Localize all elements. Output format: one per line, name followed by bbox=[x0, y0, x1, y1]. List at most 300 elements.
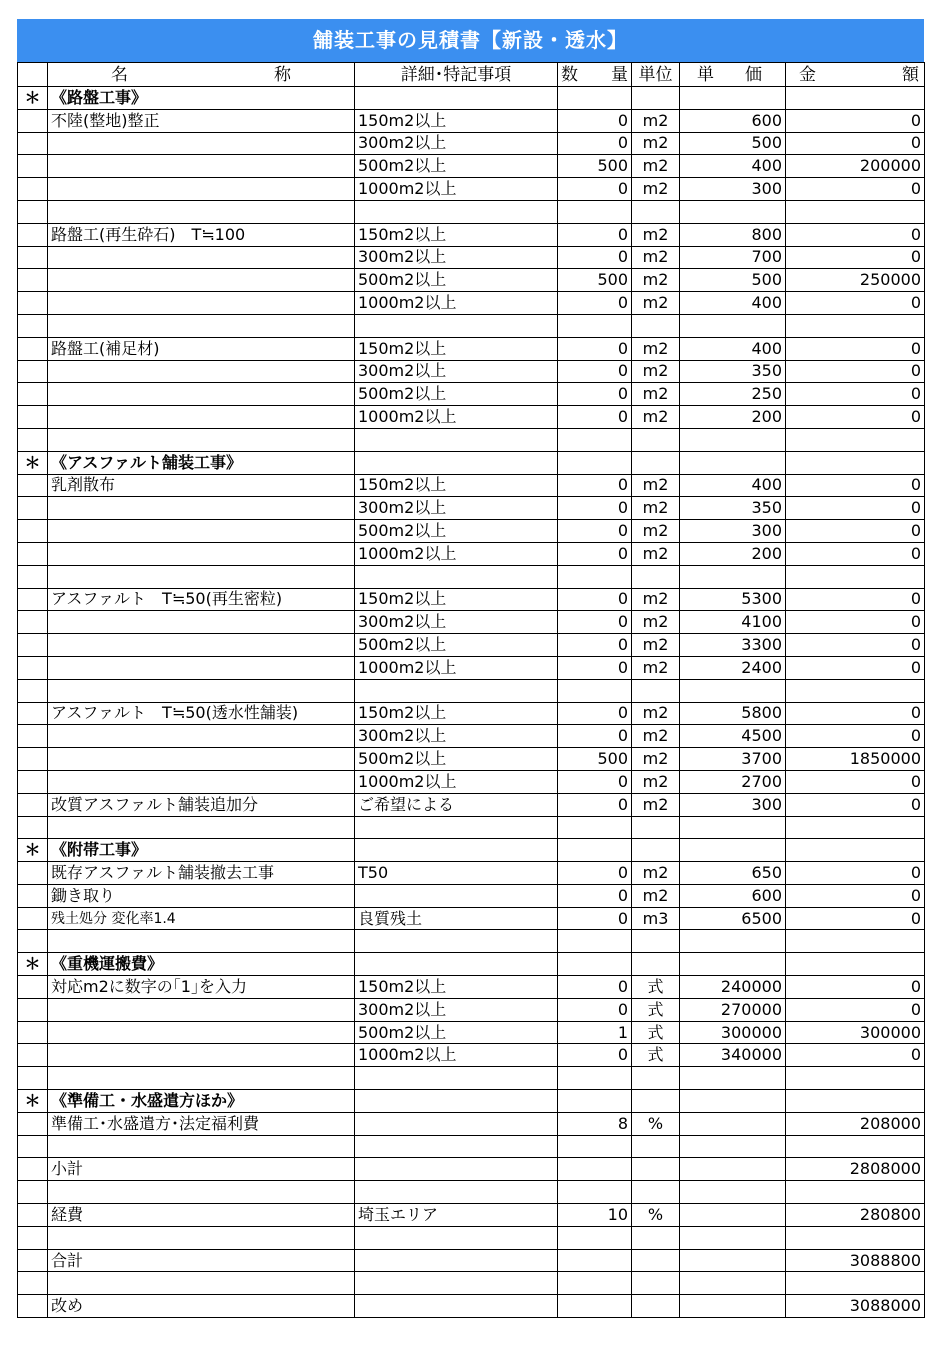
unit-cell: 式 bbox=[632, 1021, 680, 1044]
price-cell: 4500 bbox=[680, 725, 786, 748]
qty-cell: 0 bbox=[558, 178, 632, 201]
name-cell: 準備工･水盛遣方･法定福利費 bbox=[48, 1112, 355, 1135]
mark-cell bbox=[18, 1272, 48, 1295]
mark-cell bbox=[18, 474, 48, 497]
name-cell bbox=[48, 360, 355, 383]
name-cell bbox=[48, 1226, 355, 1249]
name-cell bbox=[48, 200, 355, 223]
table-row bbox=[18, 998, 925, 1021]
mark-cell bbox=[18, 1044, 48, 1067]
qty-cell bbox=[558, 565, 632, 588]
mark-cell bbox=[18, 1067, 48, 1090]
qty-cell bbox=[558, 1249, 632, 1272]
mark-cell bbox=[18, 109, 48, 132]
price-cell: 5300 bbox=[680, 588, 786, 611]
price-cell bbox=[680, 1181, 786, 1204]
unit-cell: m2 bbox=[632, 520, 680, 543]
qty-cell: 0 bbox=[558, 109, 632, 132]
name-cell bbox=[48, 314, 355, 337]
qty-cell: 0 bbox=[558, 360, 632, 383]
amount-cell bbox=[786, 1135, 925, 1158]
qty-cell: 0 bbox=[558, 474, 632, 497]
unit-cell: m2 bbox=[632, 109, 680, 132]
name-cell: 《路盤工事》 bbox=[48, 87, 355, 110]
unit-cell: m2 bbox=[632, 292, 680, 315]
name-cell bbox=[48, 383, 355, 406]
name-cell bbox=[48, 725, 355, 748]
table-row bbox=[18, 337, 925, 360]
mark-cell bbox=[18, 656, 48, 679]
page-title: 舗装工事の見積書【新設・透水】 bbox=[17, 19, 924, 62]
mark-cell bbox=[18, 976, 48, 999]
detail-cell: 500m2以上 bbox=[355, 634, 558, 657]
detail-cell: 500m2以上 bbox=[355, 155, 558, 178]
section-header-row bbox=[18, 87, 925, 110]
table-row bbox=[18, 770, 925, 793]
price-cell: 5800 bbox=[680, 702, 786, 725]
mark-cell bbox=[18, 406, 48, 429]
amount-cell bbox=[786, 839, 925, 862]
unit-cell: m2 bbox=[632, 793, 680, 816]
qty-cell: 0 bbox=[558, 223, 632, 246]
table-row bbox=[18, 1135, 925, 1158]
mark-cell: ＊ bbox=[18, 87, 48, 110]
detail-cell bbox=[355, 1158, 558, 1181]
name-cell: 合計 bbox=[48, 1249, 355, 1272]
table-row bbox=[18, 725, 925, 748]
header-amount bbox=[786, 63, 925, 87]
price-cell: 270000 bbox=[680, 998, 786, 1021]
qty-cell: 0 bbox=[558, 406, 632, 429]
mark-cell bbox=[18, 428, 48, 451]
price-cell: 300 bbox=[680, 178, 786, 201]
detail-cell bbox=[355, 1135, 558, 1158]
price-cell: 2700 bbox=[680, 770, 786, 793]
mark-cell bbox=[18, 155, 48, 178]
detail-cell bbox=[355, 1295, 558, 1318]
table-row bbox=[18, 679, 925, 702]
header-qty-right: 量 bbox=[611, 64, 628, 85]
detail-cell: 300m2以上 bbox=[355, 360, 558, 383]
header-name-left: 名 bbox=[111, 64, 128, 85]
amount-cell: 0 bbox=[786, 337, 925, 360]
unit-cell bbox=[632, 1249, 680, 1272]
table-row bbox=[18, 474, 925, 497]
price-cell bbox=[680, 1067, 786, 1090]
mark-cell bbox=[18, 132, 48, 155]
name-cell bbox=[48, 1135, 355, 1158]
name-cell: 《アスファルト舗装工事》 bbox=[48, 451, 355, 474]
detail-cell bbox=[355, 930, 558, 953]
table-row bbox=[18, 1204, 925, 1227]
table-row bbox=[18, 611, 925, 634]
name-cell: 小計 bbox=[48, 1158, 355, 1181]
amount-cell: 3088000 bbox=[786, 1295, 925, 1318]
amount-cell: 0 bbox=[786, 542, 925, 565]
unit-cell: m2 bbox=[632, 862, 680, 885]
name-cell bbox=[48, 611, 355, 634]
mark-cell bbox=[18, 292, 48, 315]
mark-cell bbox=[18, 634, 48, 657]
header-detail: 詳細･特記事項 bbox=[355, 63, 558, 87]
qty-cell: 0 bbox=[558, 907, 632, 930]
qty-cell: 0 bbox=[558, 1044, 632, 1067]
table-row bbox=[18, 862, 925, 885]
detail-cell bbox=[355, 1181, 558, 1204]
unit-cell: % bbox=[632, 1204, 680, 1227]
mark-cell bbox=[18, 611, 48, 634]
price-cell: 600 bbox=[680, 884, 786, 907]
amount-cell bbox=[786, 200, 925, 223]
mark-cell bbox=[18, 200, 48, 223]
unit-cell: m2 bbox=[632, 611, 680, 634]
mark-cell bbox=[18, 337, 48, 360]
detail-cell bbox=[355, 1226, 558, 1249]
price-cell: 400 bbox=[680, 155, 786, 178]
detail-cell bbox=[355, 1090, 558, 1113]
unit-cell bbox=[632, 1090, 680, 1113]
table-row bbox=[18, 976, 925, 999]
mark-cell: ＊ bbox=[18, 1090, 48, 1113]
mark-cell bbox=[18, 770, 48, 793]
amount-cell: 0 bbox=[786, 907, 925, 930]
unit-cell: m2 bbox=[632, 588, 680, 611]
name-cell bbox=[48, 292, 355, 315]
name-cell: 残土処分 変化率1.4 bbox=[48, 907, 355, 930]
table-row bbox=[18, 656, 925, 679]
name-cell bbox=[48, 246, 355, 269]
unit-cell: 式 bbox=[632, 976, 680, 999]
amount-cell: 0 bbox=[786, 770, 925, 793]
mark-cell bbox=[18, 178, 48, 201]
detail-cell bbox=[355, 1067, 558, 1090]
detail-cell: 150m2以上 bbox=[355, 588, 558, 611]
unit-cell: m2 bbox=[632, 884, 680, 907]
qty-cell: 0 bbox=[558, 725, 632, 748]
amount-cell: 0 bbox=[786, 520, 925, 543]
table-row bbox=[18, 1158, 925, 1181]
table-row bbox=[18, 1044, 925, 1067]
amount-cell bbox=[786, 953, 925, 976]
name-cell bbox=[48, 1067, 355, 1090]
amount-cell: 280800 bbox=[786, 1204, 925, 1227]
name-cell bbox=[48, 679, 355, 702]
detail-cell: ご希望による bbox=[355, 793, 558, 816]
qty-cell bbox=[558, 1090, 632, 1113]
amount-cell: 0 bbox=[786, 132, 925, 155]
amount-cell: 0 bbox=[786, 862, 925, 885]
unit-cell: m2 bbox=[632, 770, 680, 793]
qty-cell bbox=[558, 1067, 632, 1090]
price-cell bbox=[680, 87, 786, 110]
amount-cell: 0 bbox=[786, 1044, 925, 1067]
header-amount-right: 額 bbox=[902, 64, 919, 85]
amount-cell: 0 bbox=[786, 292, 925, 315]
unit-cell: % bbox=[632, 1112, 680, 1135]
amount-cell: 0 bbox=[786, 497, 925, 520]
mark-cell bbox=[18, 497, 48, 520]
qty-cell: 0 bbox=[558, 132, 632, 155]
amount-cell bbox=[786, 428, 925, 451]
detail-cell: 1000m2以上 bbox=[355, 656, 558, 679]
table-row bbox=[18, 930, 925, 953]
header-price bbox=[680, 63, 786, 87]
unit-cell bbox=[632, 1272, 680, 1295]
table-row bbox=[18, 246, 925, 269]
amount-cell: 2808000 bbox=[786, 1158, 925, 1181]
table-row bbox=[18, 702, 925, 725]
qty-cell: 0 bbox=[558, 770, 632, 793]
detail-cell: 150m2以上 bbox=[355, 223, 558, 246]
amount-cell: 0 bbox=[786, 178, 925, 201]
unit-cell bbox=[632, 1295, 680, 1318]
amount-cell bbox=[786, 816, 925, 839]
unit-cell: m2 bbox=[632, 337, 680, 360]
name-cell bbox=[48, 132, 355, 155]
qty-cell: 500 bbox=[558, 269, 632, 292]
qty-cell: 0 bbox=[558, 246, 632, 269]
detail-cell: 1000m2以上 bbox=[355, 1044, 558, 1067]
mark-cell bbox=[18, 588, 48, 611]
qty-cell bbox=[558, 1158, 632, 1181]
amount-cell: 0 bbox=[786, 588, 925, 611]
table-row bbox=[18, 816, 925, 839]
mark-cell bbox=[18, 223, 48, 246]
name-cell bbox=[48, 542, 355, 565]
qty-cell: 0 bbox=[558, 702, 632, 725]
unit-cell: m2 bbox=[632, 178, 680, 201]
mark-cell bbox=[18, 360, 48, 383]
qty-cell: 0 bbox=[558, 611, 632, 634]
section-header-row bbox=[18, 451, 925, 474]
mark-cell bbox=[18, 816, 48, 839]
unit-cell: 式 bbox=[632, 1044, 680, 1067]
mark-cell bbox=[18, 907, 48, 930]
name-cell: 改質アスファルト舗装追加分 bbox=[48, 793, 355, 816]
unit-cell: 式 bbox=[632, 998, 680, 1021]
name-cell bbox=[48, 1181, 355, 1204]
table-row bbox=[18, 314, 925, 337]
detail-cell: 1000m2以上 bbox=[355, 178, 558, 201]
price-cell: 240000 bbox=[680, 976, 786, 999]
mark-cell bbox=[18, 542, 48, 565]
price-cell: 6500 bbox=[680, 907, 786, 930]
name-cell bbox=[48, 178, 355, 201]
amount-cell: 208000 bbox=[786, 1112, 925, 1135]
price-cell bbox=[680, 1272, 786, 1295]
amount-cell: 0 bbox=[786, 656, 925, 679]
detail-cell: T50 bbox=[355, 862, 558, 885]
detail-cell: 150m2以上 bbox=[355, 337, 558, 360]
price-cell bbox=[680, 200, 786, 223]
amount-cell bbox=[786, 679, 925, 702]
mark-cell bbox=[18, 520, 48, 543]
mark-cell bbox=[18, 1226, 48, 1249]
qty-cell: 0 bbox=[558, 976, 632, 999]
price-cell: 3300 bbox=[680, 634, 786, 657]
name-cell: アスファルト T≒50(再生密粒) bbox=[48, 588, 355, 611]
qty-cell bbox=[558, 87, 632, 110]
table-row bbox=[18, 634, 925, 657]
mark-cell: ＊ bbox=[18, 953, 48, 976]
header-price-left: 単 bbox=[697, 64, 714, 85]
amount-cell: 200000 bbox=[786, 155, 925, 178]
unit-cell bbox=[632, 565, 680, 588]
header-price-right: 価 bbox=[745, 64, 762, 85]
unit-cell: m2 bbox=[632, 497, 680, 520]
mark-cell bbox=[18, 793, 48, 816]
amount-cell: 0 bbox=[786, 793, 925, 816]
name-cell: アスファルト T≒50(透水性舗装) bbox=[48, 702, 355, 725]
price-cell: 400 bbox=[680, 474, 786, 497]
header-name-right: 称 bbox=[274, 64, 291, 85]
price-cell bbox=[680, 953, 786, 976]
price-cell bbox=[680, 428, 786, 451]
table-row bbox=[18, 520, 925, 543]
qty-cell bbox=[558, 679, 632, 702]
detail-cell bbox=[355, 816, 558, 839]
amount-cell: 0 bbox=[786, 998, 925, 1021]
amount-cell: 300000 bbox=[786, 1021, 925, 1044]
price-cell: 4100 bbox=[680, 611, 786, 634]
amount-cell: 0 bbox=[786, 109, 925, 132]
name-cell bbox=[48, 656, 355, 679]
unit-cell bbox=[632, 314, 680, 337]
qty-cell bbox=[558, 1135, 632, 1158]
price-cell: 400 bbox=[680, 292, 786, 315]
mark-cell bbox=[18, 1295, 48, 1318]
amount-cell bbox=[786, 1067, 925, 1090]
qty-cell bbox=[558, 1272, 632, 1295]
unit-cell: m2 bbox=[632, 155, 680, 178]
unit-cell bbox=[632, 1067, 680, 1090]
price-cell bbox=[680, 565, 786, 588]
name-cell bbox=[48, 1272, 355, 1295]
name-cell: 《準備工・水盛遣方ほか》 bbox=[48, 1090, 355, 1113]
header-qty bbox=[558, 63, 632, 87]
qty-cell: 0 bbox=[558, 292, 632, 315]
qty-cell bbox=[558, 1295, 632, 1318]
qty-cell: 0 bbox=[558, 793, 632, 816]
price-cell: 600 bbox=[680, 109, 786, 132]
price-cell bbox=[680, 1295, 786, 1318]
name-cell bbox=[48, 428, 355, 451]
name-cell bbox=[48, 269, 355, 292]
amount-cell bbox=[786, 1181, 925, 1204]
mark-cell bbox=[18, 1181, 48, 1204]
price-cell: 500 bbox=[680, 269, 786, 292]
name-cell bbox=[48, 770, 355, 793]
detail-cell bbox=[355, 87, 558, 110]
detail-cell bbox=[355, 884, 558, 907]
table-row bbox=[18, 1112, 925, 1135]
table-row bbox=[18, 542, 925, 565]
detail-cell: 1000m2以上 bbox=[355, 770, 558, 793]
amount-cell bbox=[786, 1272, 925, 1295]
header-amount-left: 金 bbox=[799, 64, 816, 85]
qty-cell bbox=[558, 1181, 632, 1204]
table-row bbox=[18, 200, 925, 223]
price-cell: 400 bbox=[680, 337, 786, 360]
price-cell bbox=[680, 839, 786, 862]
price-cell: 800 bbox=[680, 223, 786, 246]
unit-cell: m2 bbox=[632, 656, 680, 679]
unit-cell bbox=[632, 428, 680, 451]
mark-cell bbox=[18, 383, 48, 406]
amount-cell: 0 bbox=[786, 406, 925, 429]
table-row bbox=[18, 565, 925, 588]
price-cell bbox=[680, 816, 786, 839]
unit-cell: m2 bbox=[632, 223, 680, 246]
estimate-sheet bbox=[17, 19, 924, 1318]
price-cell bbox=[680, 930, 786, 953]
price-cell: 300 bbox=[680, 793, 786, 816]
qty-cell bbox=[558, 428, 632, 451]
table-row bbox=[18, 1181, 925, 1204]
qty-cell bbox=[558, 200, 632, 223]
unit-cell bbox=[632, 679, 680, 702]
table-row bbox=[18, 1272, 925, 1295]
mark-cell bbox=[18, 314, 48, 337]
qty-cell: 500 bbox=[558, 748, 632, 771]
name-cell bbox=[48, 565, 355, 588]
table-row bbox=[18, 428, 925, 451]
qty-cell bbox=[558, 1226, 632, 1249]
unit-cell bbox=[632, 1226, 680, 1249]
table-row bbox=[18, 748, 925, 771]
amount-cell: 0 bbox=[786, 976, 925, 999]
price-cell: 350 bbox=[680, 497, 786, 520]
price-cell: 500 bbox=[680, 132, 786, 155]
detail-cell bbox=[355, 451, 558, 474]
table-row bbox=[18, 1067, 925, 1090]
unit-cell: m2 bbox=[632, 634, 680, 657]
qty-cell: 1 bbox=[558, 1021, 632, 1044]
price-cell bbox=[680, 1135, 786, 1158]
detail-cell bbox=[355, 1249, 558, 1272]
name-cell: 乳剤散布 bbox=[48, 474, 355, 497]
name-cell: 鋤き取り bbox=[48, 884, 355, 907]
price-cell: 650 bbox=[680, 862, 786, 885]
qty-cell: 0 bbox=[558, 588, 632, 611]
price-cell: 2400 bbox=[680, 656, 786, 679]
price-cell: 250 bbox=[680, 383, 786, 406]
detail-cell: 1000m2以上 bbox=[355, 542, 558, 565]
table-row bbox=[18, 1249, 925, 1272]
table-row bbox=[18, 109, 925, 132]
table-row bbox=[18, 360, 925, 383]
table-row bbox=[18, 907, 925, 930]
amount-cell: 0 bbox=[786, 246, 925, 269]
table-row bbox=[18, 132, 925, 155]
qty-cell: 500 bbox=[558, 155, 632, 178]
section-header-row bbox=[18, 1090, 925, 1113]
unit-cell bbox=[632, 451, 680, 474]
name-cell bbox=[48, 816, 355, 839]
name-cell: 《附帯工事》 bbox=[48, 839, 355, 862]
table-row bbox=[18, 884, 925, 907]
name-cell: 経費 bbox=[48, 1204, 355, 1227]
detail-cell bbox=[355, 1112, 558, 1135]
unit-cell: m2 bbox=[632, 269, 680, 292]
qty-cell: 0 bbox=[558, 656, 632, 679]
qty-cell: 0 bbox=[558, 337, 632, 360]
detail-cell: 300m2以上 bbox=[355, 611, 558, 634]
unit-cell bbox=[632, 1181, 680, 1204]
mark-cell bbox=[18, 1249, 48, 1272]
amount-cell: 0 bbox=[786, 383, 925, 406]
amount-cell: 0 bbox=[786, 223, 925, 246]
